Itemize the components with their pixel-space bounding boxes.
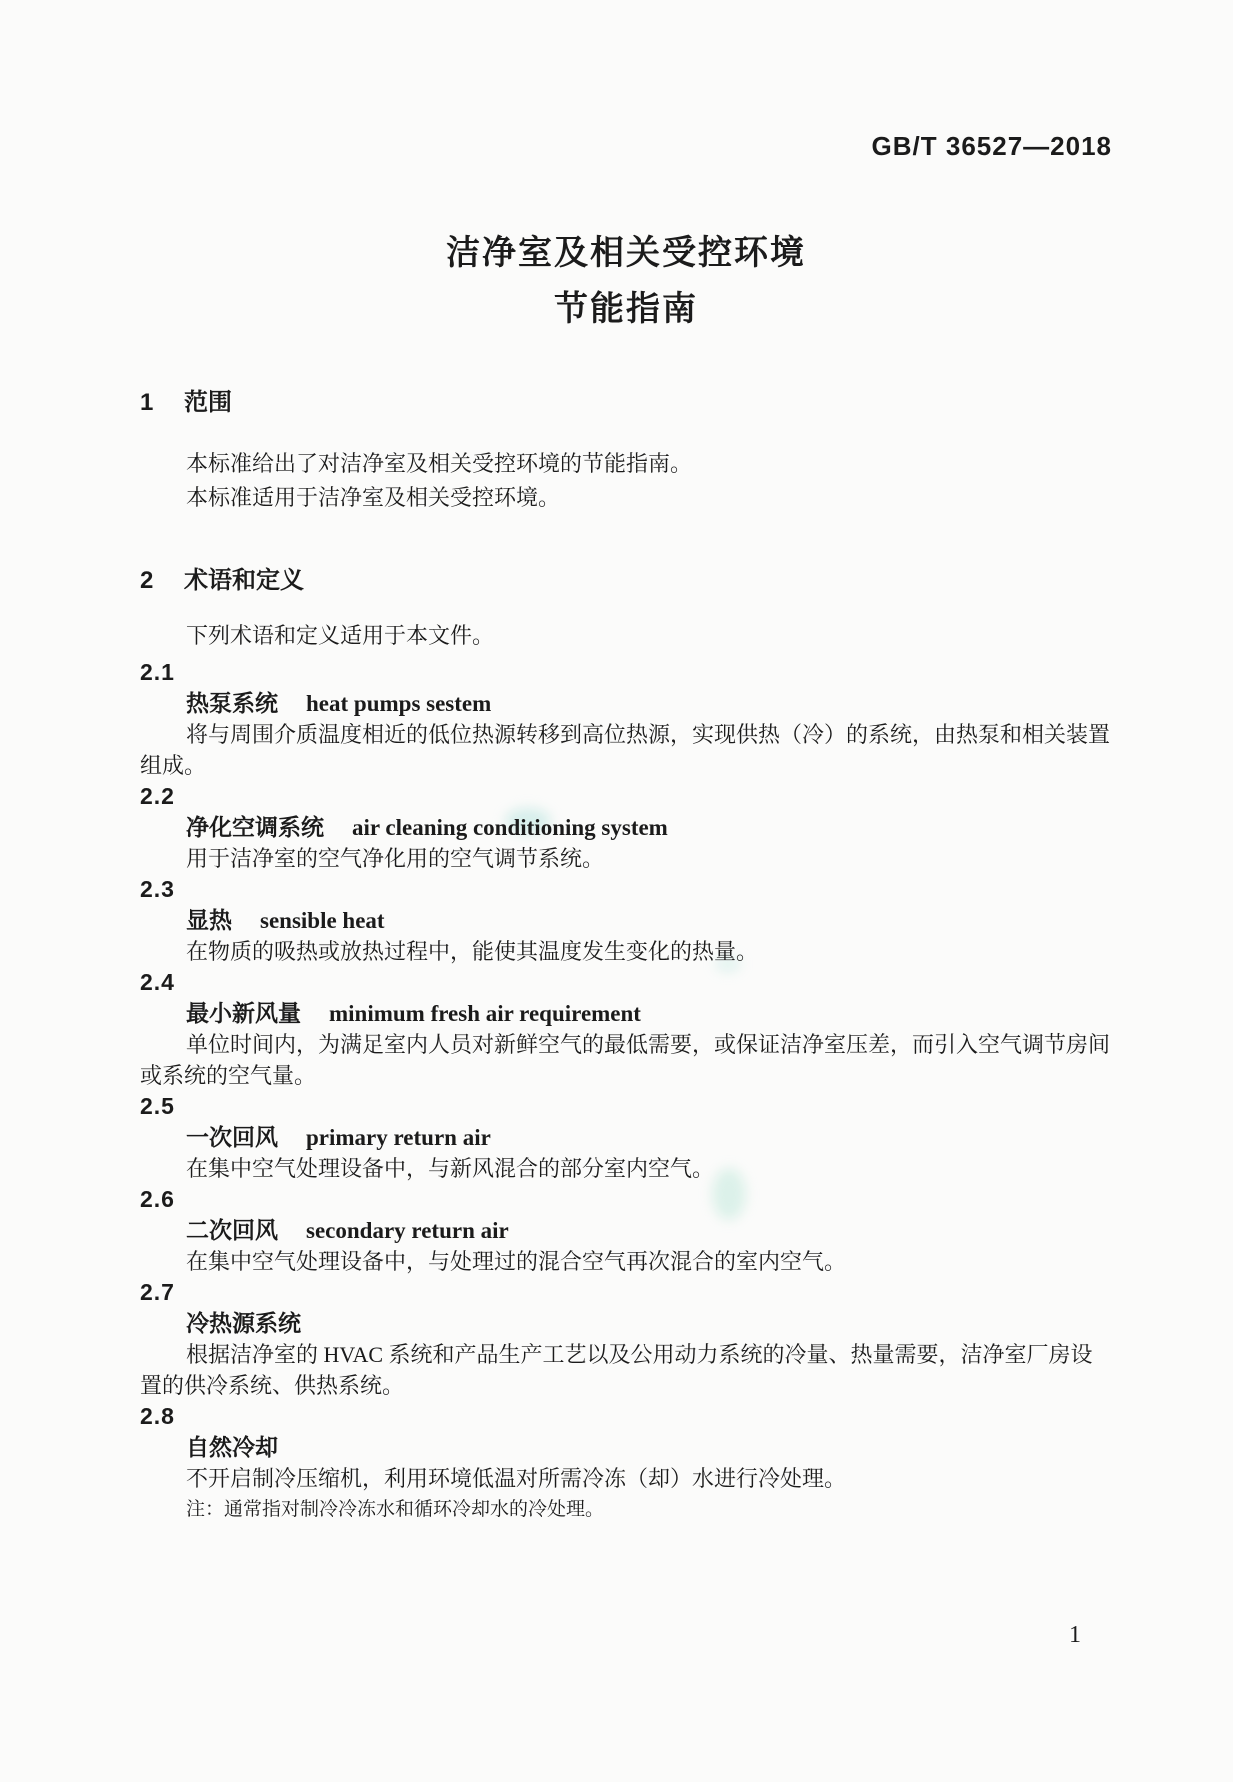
scope-paragraphs [140,447,1112,515]
scope-paragraph: 本标准给出了对洁净室及相关受控环境的节能指南。 [186,451,693,476]
term-heading [140,812,1112,843]
section-1-heading [140,387,1112,419]
term-number: 2.2 [140,783,175,809]
term-number: 2.5 [140,1093,175,1119]
term-definition: 在集中空气处理设备中，与处理过的混合空气再次混合的室内空气。 [186,1249,847,1274]
term-entry-2-7 [140,1277,1112,1401]
scope-paragraph: 本标准适用于洁净室及相关受控环境。 [186,485,561,510]
term-zh: 显热 [186,907,232,933]
term-entry-2-5 [140,1091,1112,1184]
term-en: air cleaning conditioning system [352,815,668,840]
term-entry-2-4 [140,967,1112,1091]
term-en: secondary return air [306,1218,509,1243]
term-entry-2-1 [140,657,1112,781]
page-content [140,0,1112,1524]
document-title-line1: 洁净室及相关受控环境 [446,234,806,272]
page-number: 1 [1069,1622,1081,1648]
term-heading [140,688,1112,719]
term-heading [140,1215,1112,1246]
term-note: 注：通常指对制冷冷冻水和循环冷却水的冷处理。 [186,1499,605,1520]
term-heading [140,1122,1112,1153]
term-heading [140,1308,1112,1339]
term-definition: 不开启制冷压缩机，利用环境低温对所需冷冻（却）水进行冷处理。 [186,1466,847,1491]
term-definition: 在物质的吸热或放热过程中，能使其温度发生变化的热量。 [186,939,759,964]
section-2-title: 术语和定义 [184,567,304,594]
term-zh: 最小新风量 [186,1000,301,1026]
term-heading [140,905,1112,936]
section-2-number: 2 [140,567,154,594]
term-zh: 二次回风 [186,1217,278,1243]
term-number: 2.6 [140,1186,175,1212]
term-zh: 一次回风 [186,1124,278,1150]
standard-code: GB/T 36527—2018 [871,131,1112,161]
term-number: 2.7 [140,1279,175,1305]
term-number: 2.1 [140,659,175,685]
term-definition: 单位时间内，为满足室内人员对新鲜空气的最低需要，或保证洁净室压差，而引入空气调节房间或系统的空气量。 [140,1032,1111,1088]
document-title [140,225,1112,337]
term-number: 2.8 [140,1403,175,1429]
term-entry-2-8 [140,1401,1112,1524]
term-zh: 净化空调系统 [186,814,324,840]
section-1-number: 1 [140,389,154,416]
term-heading [140,998,1112,1029]
terms-intro: 下列术语和定义适用于本文件。 [186,623,495,648]
section-1-title: 范围 [184,389,232,416]
term-zh: 自然冷却 [186,1434,278,1460]
term-number: 2.3 [140,876,175,902]
term-definition: 根据洁净室的 HVAC 系统和产品生产工艺以及公用动力系统的冷量、热量需要，洁净室厂房设置的供冷系统、供热系统。 [140,1342,1093,1398]
term-definition: 用于洁净室的空气净化用的空气调节系统。 [186,846,605,871]
term-en: primary return air [306,1125,491,1150]
term-zh: 冷热源系统 [186,1310,301,1336]
document-title-line2: 节能指南 [554,290,698,328]
terms-list [140,657,1112,1524]
term-definition: 在集中空气处理设备中，与新风混合的部分室内空气。 [186,1156,715,1181]
term-entry-2-2 [140,781,1112,874]
term-entry-2-3 [140,874,1112,967]
term-en: heat pumps sestem [306,691,492,716]
section-2-heading [140,565,1112,597]
term-zh: 热泵系统 [186,690,278,716]
term-number: 2.4 [140,969,175,995]
term-en: sensible heat [260,908,385,933]
term-heading [140,1432,1112,1463]
term-en: minimum fresh air requirement [329,1001,641,1026]
term-definition: 将与周围介质温度相近的低位热源转移到高位热源，实现供热（冷）的系统，由热泵和相关装置组成。 [140,722,1111,778]
term-entry-2-6 [140,1184,1112,1277]
